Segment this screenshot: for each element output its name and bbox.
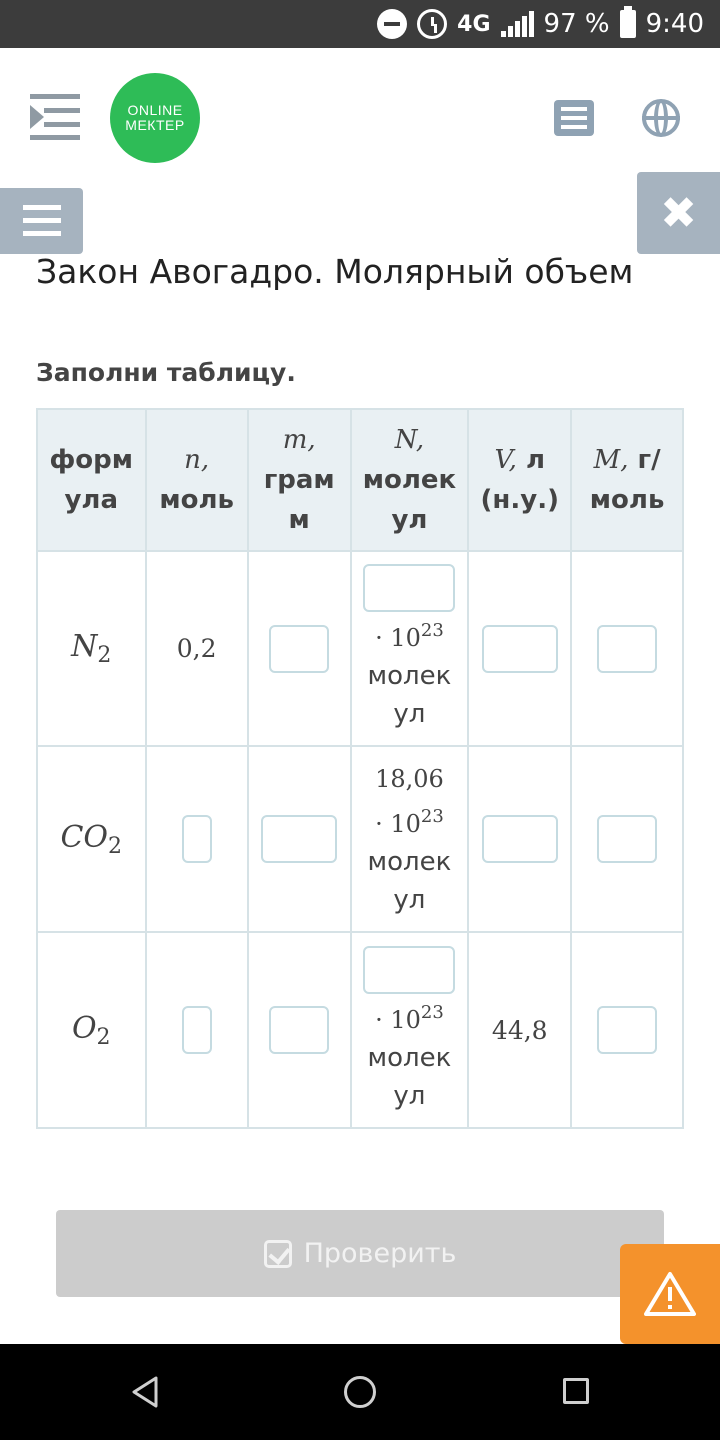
mass-input[interactable] (269, 625, 329, 673)
clock: 9:40 (645, 9, 704, 39)
do-not-disturb-icon (377, 9, 407, 39)
check-button-label: Проверить (303, 1238, 457, 1269)
table-row (37, 932, 683, 1128)
volume-cell (468, 746, 571, 932)
power-of-ten: · $10^{23}$ (375, 620, 444, 652)
formula-cell: $CO_2$ (37, 746, 146, 932)
amount-value: 0,2 (146, 551, 248, 746)
power-of-ten: · $10^{23}$ (375, 1001, 444, 1034)
warning-icon (644, 1271, 696, 1317)
formula-cell: $O_2$ (37, 932, 146, 1128)
volume-value: 44,8 (468, 932, 571, 1128)
molar-mass-input[interactable] (597, 815, 657, 863)
header-volume: V, л (н.у.) (468, 409, 571, 551)
volume-input[interactable] (482, 815, 558, 863)
molar-mass-input[interactable] (597, 1006, 657, 1054)
header-formula: формула (37, 409, 146, 551)
power-of-ten: · $10^{23}$ (375, 805, 444, 838)
amount-input[interactable] (182, 815, 212, 863)
molecules-cell (351, 746, 469, 932)
header-molecules: N, молекул (351, 409, 469, 551)
molecules-cell (351, 551, 469, 746)
battery-percent: 97 % (543, 9, 610, 39)
back-icon[interactable] (130, 1375, 160, 1409)
answer-table (36, 408, 684, 1129)
network-type: 4G (457, 11, 491, 37)
molar-mass-cell (571, 551, 683, 746)
table-header-row (37, 409, 683, 551)
table-row (37, 746, 683, 932)
status-bar (0, 0, 720, 48)
molecules-unit: молекул (367, 1042, 452, 1111)
molecules-cell (351, 932, 469, 1128)
mass-cell (248, 551, 351, 746)
mass-input[interactable] (261, 815, 337, 863)
onlinemektep-logo[interactable] (110, 73, 200, 163)
sidebar-toggle-icon[interactable] (30, 94, 80, 140)
mass-input[interactable] (269, 1006, 329, 1054)
header-mass: m, грамм (248, 409, 351, 551)
molar-mass-cell (571, 746, 683, 932)
molar-mass-input[interactable] (597, 625, 657, 673)
volume-input[interactable] (482, 625, 558, 673)
signal-icon (501, 11, 534, 37)
close-icon: ✖ (660, 187, 697, 239)
mass-cell (248, 746, 351, 932)
list-icon[interactable] (554, 100, 594, 136)
checkbox-icon (264, 1240, 292, 1268)
volume-cell (468, 551, 571, 746)
logo-line1: ONLINE (127, 102, 183, 118)
android-nav-bar (0, 1344, 720, 1440)
report-problem-button[interactable] (620, 1244, 720, 1344)
amount-input[interactable] (182, 1006, 212, 1054)
molecules-input[interactable] (363, 946, 455, 994)
globe-icon[interactable] (642, 99, 680, 137)
amount-cell (146, 932, 248, 1128)
check-button[interactable] (56, 1210, 664, 1297)
close-button[interactable] (637, 172, 720, 254)
page-title: Закон Авогадро. Молярный объем (36, 252, 634, 291)
alarm-icon (417, 9, 447, 39)
molecules-input[interactable] (363, 564, 455, 612)
molecules-value: 18,06 (375, 764, 444, 793)
molecules-unit: молекул (367, 661, 452, 729)
formula-cell: $N_2$ (37, 551, 146, 746)
logo-line2: МЕКТЕР (125, 117, 185, 133)
header-molar-mass: M, г/моль (571, 409, 683, 551)
header-amount: n, моль (146, 409, 248, 551)
menu-button[interactable] (0, 188, 83, 254)
home-icon[interactable] (344, 1376, 376, 1408)
amount-cell (146, 746, 248, 932)
task-instruction: Заполни таблицу. (36, 358, 296, 387)
mass-cell (248, 932, 351, 1128)
molar-mass-cell (571, 932, 683, 1128)
molecules-unit: молекул (367, 846, 452, 915)
table-row (37, 551, 683, 746)
battery-icon (620, 10, 636, 38)
recent-apps-icon[interactable] (563, 1378, 589, 1404)
